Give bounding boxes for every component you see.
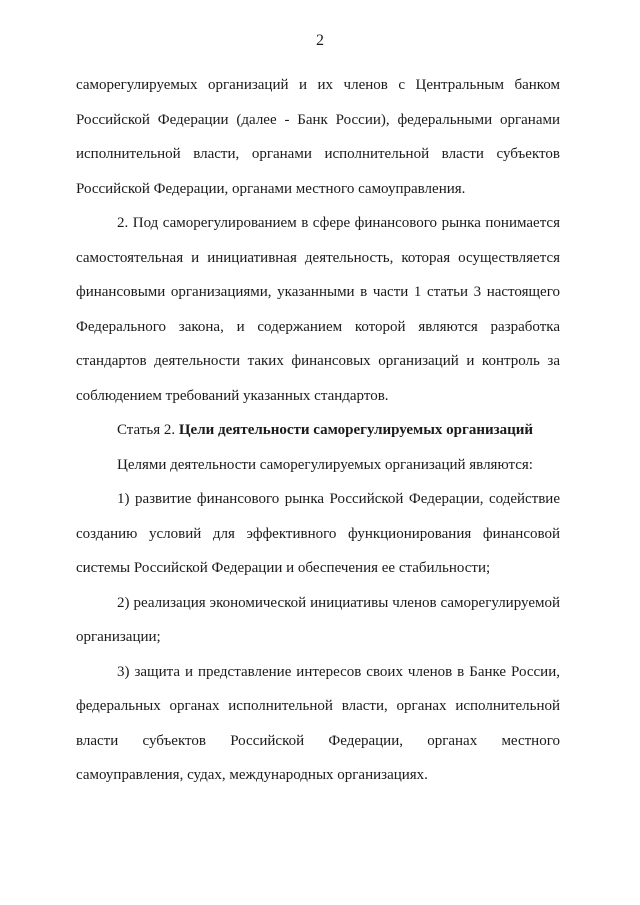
page-number: 2 [316, 32, 324, 49]
article-title: Цели деятельности саморегулируемых организаций [178, 422, 534, 438]
article-heading [76, 413, 560, 448]
article-label: Статья 2. [117, 422, 176, 438]
list-item-goal-2: 2) реализация экономической инициативы членов саморегулируемой организации; [76, 594, 560, 645]
paragraph-goals-intro: Целями деятельности саморегулируемых организаций являются: [117, 456, 533, 473]
document-body [76, 68, 560, 793]
paragraph-continuation: саморегулируемых организаций и их членов с Центральным банком Российской Федерации (далее - Банк России), федеральными органами исполнительной власти, органами исполнительной власти субъектов Российской Федерации, органами местного самоуправления. [76, 77, 560, 197]
paragraph-self-regulation-definition: 2. Под саморегулированием в сфере финансового рынка понимается самостоятельная и инициативная деятельность, которая осуществляется финансовыми организациями, указанными в части 1 статьи 3 настоящего Федерального закона, и содержанием которой являются разработка стандартов деятельности таких финансовых организаций и контроль за соблюдением требований указанных стандартов. [76, 215, 560, 404]
list-item-goal-3: 3) защита и представление интересов своих членов в Банке России, федеральных органах исполнительной власти, органах исполнительной власти субъектов Российской Федерации, органах местного самоуправления, судах, международных организациях. [76, 663, 560, 783]
list-item-goal-1: 1) развитие финансового рынка Российской Федерации, содействие созданию условий для эффективного функционирования финансовой системы Российской Федерации и обеспечения ее стабильности; [76, 491, 560, 576]
